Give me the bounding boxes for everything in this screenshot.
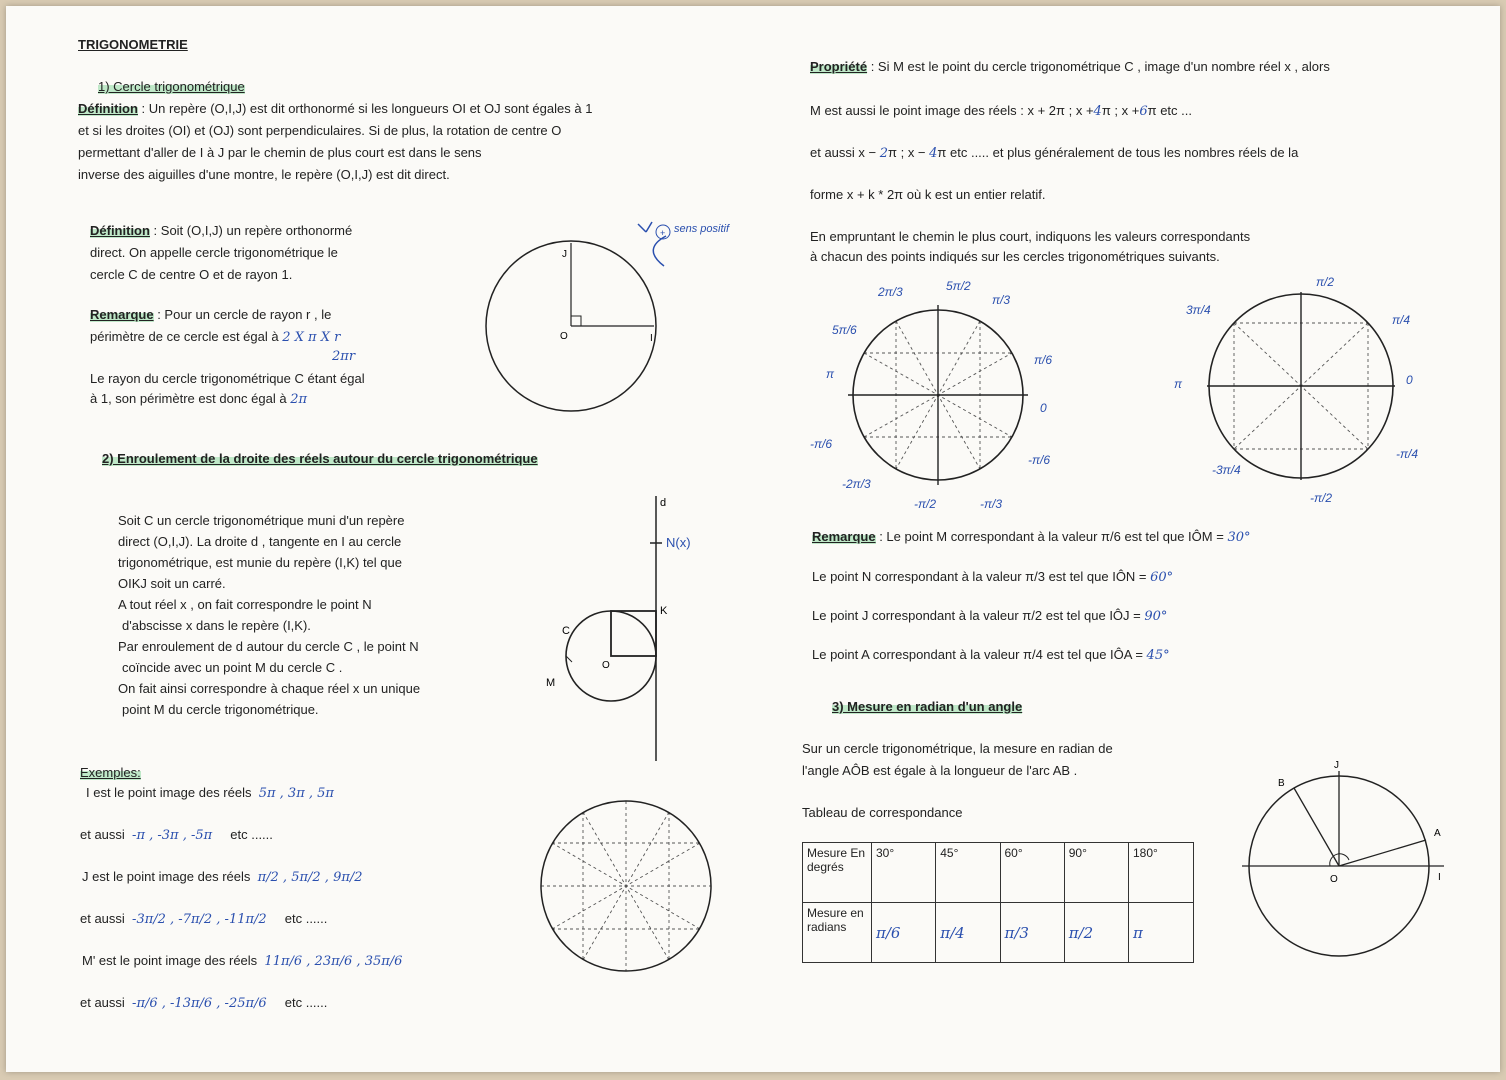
instruction-line2: à chacun des points indiqués sur les cercles trigonométriques suivants. — [810, 249, 1220, 264]
point-o-label: O — [602, 660, 610, 671]
section2-line: On fait ainsi correspondre à chaque réel x un unique — [118, 681, 421, 696]
table-header-cell: Mesure En degrés — [803, 843, 872, 903]
examples-label: Exemples: — [80, 765, 141, 780]
angle-label: -π/6 — [1028, 453, 1051, 467]
property-line1: Propriété : Si M est le point du cercle trigonométrique C , image d'un nombre réel x , alors — [810, 59, 1330, 74]
property-line4: forme x + k * 2π où k est un entier relatif. — [810, 187, 1046, 202]
trig-circle-pi-sixths — [796, 268, 1066, 533]
definition1-line2: et si les droites (OI) et (OJ) sont perpendiculaires. Si de plus, la rotation de centre O — [78, 123, 562, 138]
table-cell: π/4 — [936, 903, 1000, 963]
point-n-label: N(x) — [666, 535, 691, 550]
remark1-line1: Remarque : Pour un cercle de rayon r , le — [90, 307, 332, 322]
table-header-cell: Mesure en radians — [803, 903, 872, 963]
angle-label: 3π/4 — [1186, 303, 1211, 317]
table-cell: 180° — [1129, 843, 1194, 903]
table-cell: 90° — [1064, 843, 1128, 903]
point-b-label: B — [1278, 778, 1285, 789]
point-o-label: O — [560, 331, 568, 342]
remark1-line2: périmètre de ce cercle est égal à 2 X π X r — [90, 329, 341, 345]
angle-label: 5π/2 — [946, 279, 971, 293]
direction-annotation — [626, 214, 736, 274]
table-cell: π/2 — [1064, 903, 1128, 963]
section2-line: point M du cercle trigonométrique. — [122, 702, 319, 717]
angle-label: π/2 — [1316, 275, 1335, 289]
remark2-row1: Remarque : Le point M correspondant à la valeur π/6 est tel que IÔM = 30° — [812, 529, 1251, 545]
remark1-line4: à 1, son périmètre est donc égal à 2π — [90, 391, 308, 407]
definition2-line2: direct. On appelle cercle trigonométrique le — [90, 245, 338, 260]
line-d-label: d — [660, 497, 667, 509]
definition1-line4: inverse des aiguilles d'une montre, le repère (O,I,J) est dit direct. — [78, 167, 450, 182]
example-row-5: M' est le point image des réels 11π/6 , 23π/6 , 35π/6 — [82, 953, 403, 969]
angle-label: 2π/3 — [878, 285, 903, 299]
angle-label: -π/6 — [810, 437, 833, 451]
example-row-6: et aussi -π/6 , -13π/6 , -25π/6 etc ...... — [80, 995, 328, 1011]
section2-heading: 2) Enroulement de la droite des réels autour du cercle trigonométrique — [102, 451, 538, 466]
section2-line: trigonométrique, est munie du repère (I,K) tel que — [118, 555, 402, 570]
table-cell: π/6 — [872, 903, 936, 963]
table-row — [803, 903, 1194, 963]
example-row-2: et aussi -π , -3π , -5π etc ...... — [80, 827, 273, 843]
angle-label: -2π/3 — [842, 477, 871, 491]
table-cell: π — [1129, 903, 1194, 963]
table-row — [803, 843, 1194, 903]
property-line2: M est aussi le point image des réels : x + 2π ; x +4π ; x +6π etc ... — [810, 103, 1192, 119]
remark2-row4: Le point A correspondant à la valeur π/4 est tel que IÔA = 45° — [812, 647, 1170, 663]
point-k-label: K — [660, 605, 668, 617]
section2-line: A tout réel x , on fait correspondre le point N — [118, 597, 372, 612]
remark1-handwritten: 2πr — [332, 349, 356, 364]
section2-line: d'abscisse x dans le repère (I,K). — [122, 618, 311, 633]
angle-label: π — [826, 367, 835, 381]
angle-label: -π/2 — [1310, 491, 1333, 505]
radian-angle-figure — [1234, 756, 1454, 966]
definition2-line3: cercle C de centre O et de rayon 1. — [90, 267, 293, 282]
angle-label: π/3 — [992, 293, 1011, 307]
wrapping-figure — [536, 486, 726, 766]
instruction-line1: En empruntant le chemin le plus court, indiquons les valeurs correspondants — [810, 229, 1251, 244]
table-cell: 45° — [936, 843, 1000, 903]
angle-label: π/4 — [1392, 313, 1411, 327]
remark2-row2: Le point N correspondant à la valeur π/3 est tel que IÔN = 60° — [812, 569, 1174, 585]
point-m-label: M — [546, 677, 556, 689]
section2-line: Par enroulement de d autour du cercle C , le point N — [118, 639, 419, 654]
section3-heading: 3) Mesure en radian d'un angle — [832, 699, 1023, 714]
angle-label: -π/3 — [980, 497, 1003, 511]
point-i-label: I — [1438, 872, 1441, 883]
definition1-line1: Définition : Un repère (O,I,J) est dit orthonormé si les longueurs OI et OJ sont égales à 1 — [78, 101, 593, 116]
remark2-row3: Le point J correspondant à la valeur π/2 est tel que IÔJ = 90° — [812, 608, 1168, 624]
svg-text:+: + — [660, 228, 666, 238]
section3-line2: l'angle AÔB est égale à la longueur de l'arc AB . — [802, 763, 1078, 778]
remark1-line3: Le rayon du cercle trigonométrique C étant égal — [90, 371, 365, 386]
definition1-line3: permettant d'aller de I à J par le chemin de plus court est dans le sens — [78, 145, 482, 160]
section2-line: direct (O,I,J). La droite d , tangente en I au cercle — [118, 534, 402, 549]
example-row-1: I est le point image des réels 5π , 3π , 5π — [86, 785, 334, 801]
angle-label: 5π/6 — [832, 323, 857, 337]
angle-label: 0 — [1040, 401, 1047, 415]
angle-label: -π/2 — [914, 497, 937, 511]
table-cell: 60° — [1000, 843, 1064, 903]
circle-c-label: C — [562, 625, 570, 637]
table-cell: 30° — [872, 843, 936, 903]
section2-line: OIKJ soit un carré. — [118, 576, 226, 591]
point-i-label: I — [650, 333, 653, 344]
section1-heading: 1) Cercle trigonométrique — [98, 79, 245, 94]
property-line3: et aussi x − 2π ; x − 4π etc ..... et plus généralement de tous les nombres réels de la — [810, 145, 1299, 161]
point-j-label: J — [562, 249, 567, 260]
point-o-label: O — [1330, 874, 1338, 885]
angle-label: -π/4 — [1396, 447, 1419, 461]
section2-line: Soit C un cercle trigonométrique muni d'un repère — [118, 513, 405, 528]
example-row-3: J est le point image des réels π/2 , 5π/2 , 9π/2 — [82, 869, 363, 885]
definition2-line1: Définition : Soit (O,I,J) un repère orthonormé — [90, 223, 353, 238]
angle-label: -3π/4 — [1212, 463, 1241, 477]
table-cell: π/3 — [1000, 903, 1064, 963]
angle-label: π — [1174, 377, 1183, 391]
page-title: TRIGONOMETRIE — [78, 37, 188, 52]
angle-label: 0 — [1406, 373, 1413, 387]
section2-line: coïncide avec un point M du cercle C . — [122, 660, 343, 675]
example-row-4: et aussi -3π/2 , -7π/2 , -11π/2 etc ...... — [80, 911, 328, 927]
point-j-label: J — [1334, 760, 1339, 771]
point-a-label: A — [1434, 828, 1441, 839]
correspondence-table — [802, 842, 1194, 963]
table-title: Tableau de correspondance — [802, 805, 963, 820]
section3-line1: Sur un cercle trigonométrique, la mesure en radian de — [802, 741, 1113, 756]
document-page — [6, 6, 1500, 1072]
trig-circle-pi-quarters — [1156, 268, 1456, 508]
angle-label: π/6 — [1034, 353, 1053, 367]
sens-positif-note: sens positif — [674, 223, 730, 235]
examples-circle-figure — [536, 796, 716, 976]
